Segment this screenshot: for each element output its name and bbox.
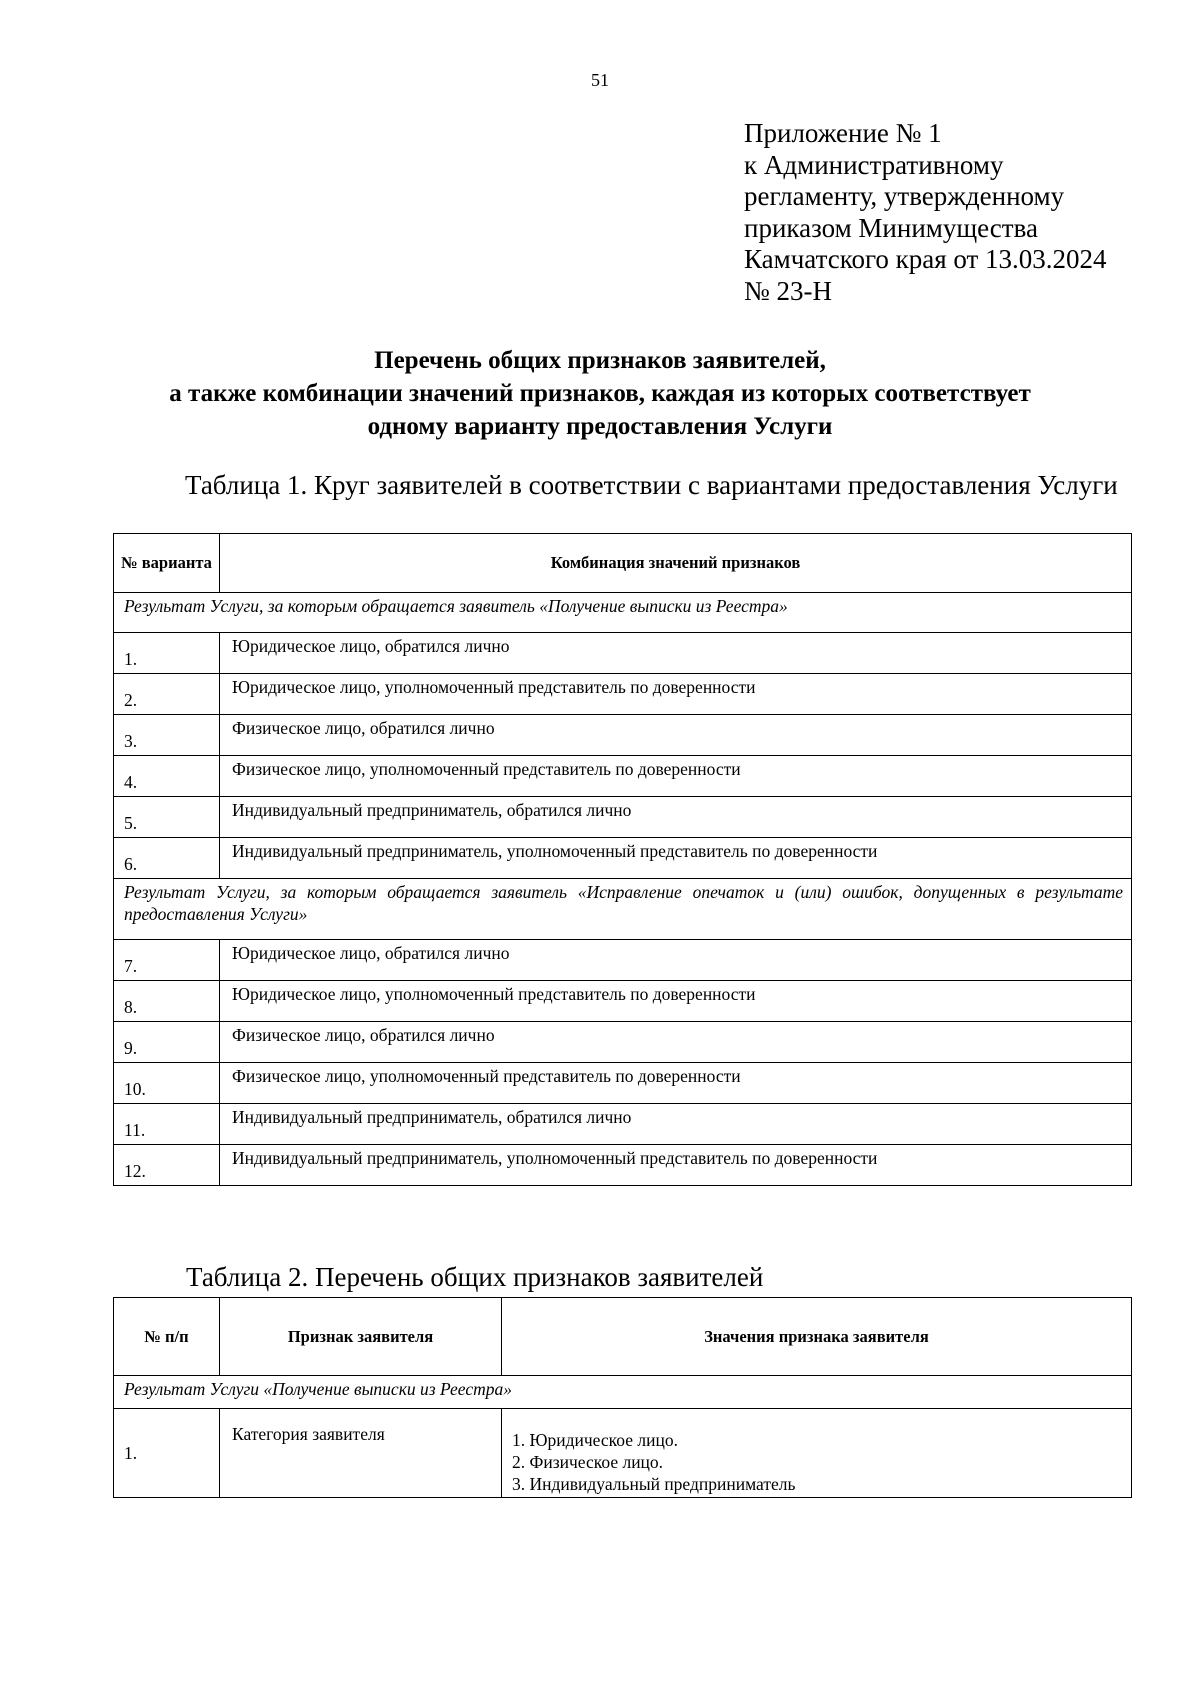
table-row [114, 633, 1132, 674]
table-row [114, 940, 1132, 981]
row-number: 1. [114, 1409, 220, 1498]
variant-number: 5. [114, 797, 220, 838]
header-attribute-values: Значения признака заявителя [502, 1298, 1132, 1376]
variant-number: 2. [114, 674, 220, 715]
variant-combination: Индивидуальный предприниматель, обратился лично [220, 1104, 1132, 1145]
variant-combination: Индивидуальный предприниматель, уполномоченный представитель по доверенности [220, 838, 1132, 879]
attribute-value: 2. Физическое лицо. [512, 1452, 664, 1472]
title-line: Перечень общих признаков заявителей, [374, 347, 826, 374]
attribute-value: 3. Индивидуальный предприниматель [512, 1474, 796, 1494]
applicant-attributes-table [113, 1297, 1132, 1498]
variant-combination: Индивидуальный предприниматель, обратился лично [220, 797, 1132, 838]
variant-combination: Юридическое лицо, уполномоченный представитель по доверенности [220, 674, 1132, 715]
header-attribute: Признак заявителя [220, 1298, 502, 1376]
table-row [114, 1063, 1132, 1104]
variant-number: 4. [114, 756, 220, 797]
header-variant-number: № варианта [114, 534, 220, 593]
variant-number: 7. [114, 940, 220, 981]
variant-number: 11. [114, 1104, 220, 1145]
group-heading: Результат Услуги, за которым обращается заявитель «Получение выписки из Реестра» [114, 593, 1132, 633]
table-row [114, 838, 1132, 879]
table-row [114, 674, 1132, 715]
title-line: а также комбинации значений признаков, каждая из которых соответствует [169, 380, 1031, 407]
table2-caption: Таблица 2. Перечень общих признаков заявителей [186, 1262, 764, 1292]
document-title [100, 344, 1100, 443]
table-row [114, 756, 1132, 797]
table1-caption: Таблица 1. Круг заявителей в соответствии с вариантами предоставления Услуги [185, 470, 1118, 500]
appendix-line: Камчатского края от 13.03.2024 [744, 244, 1107, 274]
appendix-line: № 23-Н [744, 275, 833, 306]
page-number: 51 [591, 70, 609, 90]
variant-combination: Физическое лицо, уполномоченный представитель по доверенности [220, 1063, 1132, 1104]
variant-number: 3. [114, 715, 220, 756]
group-heading: Результат Услуги «Получение выписки из Реестра» [114, 1376, 1132, 1409]
table-row [114, 1104, 1132, 1145]
variant-number: 8. [114, 981, 220, 1022]
appendix-line: к Административному [744, 149, 1004, 180]
variant-number: 10. [114, 1063, 220, 1104]
appendix-line: регламенту, утвержденному [744, 181, 1065, 211]
group-heading-row [114, 593, 1132, 633]
table-row [114, 1409, 1132, 1498]
table-header-row [114, 534, 1132, 593]
title-line: одному варианту предоставления Услуги [367, 413, 833, 440]
variant-combination: Юридическое лицо, обратился лично [220, 940, 1132, 981]
table-row [114, 1022, 1132, 1063]
variant-combination: Физическое лицо, обратился лично [220, 715, 1132, 756]
variant-number: 1. [114, 633, 220, 674]
variant-number: 12. [114, 1145, 220, 1186]
table-row [114, 1145, 1132, 1186]
variant-combination: Юридическое лицо, уполномоченный представитель по доверенности [220, 981, 1132, 1022]
header-row-number: № п/п [114, 1298, 220, 1376]
variant-combination: Индивидуальный предприниматель, уполномоченный представитель по доверенности [220, 1145, 1132, 1186]
group-heading-row [114, 1376, 1132, 1409]
variant-combination: Физическое лицо, уполномоченный представитель по доверенности [220, 756, 1132, 797]
table-row [114, 715, 1132, 756]
table-row [114, 797, 1132, 838]
attribute-values [502, 1409, 1132, 1498]
table-header-row [114, 1298, 1132, 1376]
appendix-note [744, 118, 1107, 307]
variant-combination: Юридическое лицо, обратился лично [220, 633, 1132, 674]
variant-combination: Физическое лицо, обратился лично [220, 1022, 1132, 1063]
appendix-line: Приложение № 1 [744, 118, 942, 148]
attribute-value: 1. Юридическое лицо. [512, 1430, 678, 1450]
applicant-variants-table [113, 533, 1132, 1186]
variant-number: 6. [114, 838, 220, 879]
header-combination: Комбинация значений признаков [220, 534, 1132, 593]
variant-number: 9. [114, 1022, 220, 1063]
group-heading: Результат Услуги, за которым обращается заявитель «Исправление опечаток и (или) ошибок, допущенных в результате предоставления Услуги» [114, 879, 1132, 940]
group-heading-row [114, 879, 1132, 940]
appendix-line: приказом Минимущества [744, 212, 1038, 243]
attribute-name: Категория заявителя [220, 1409, 502, 1498]
table-row [114, 981, 1132, 1022]
